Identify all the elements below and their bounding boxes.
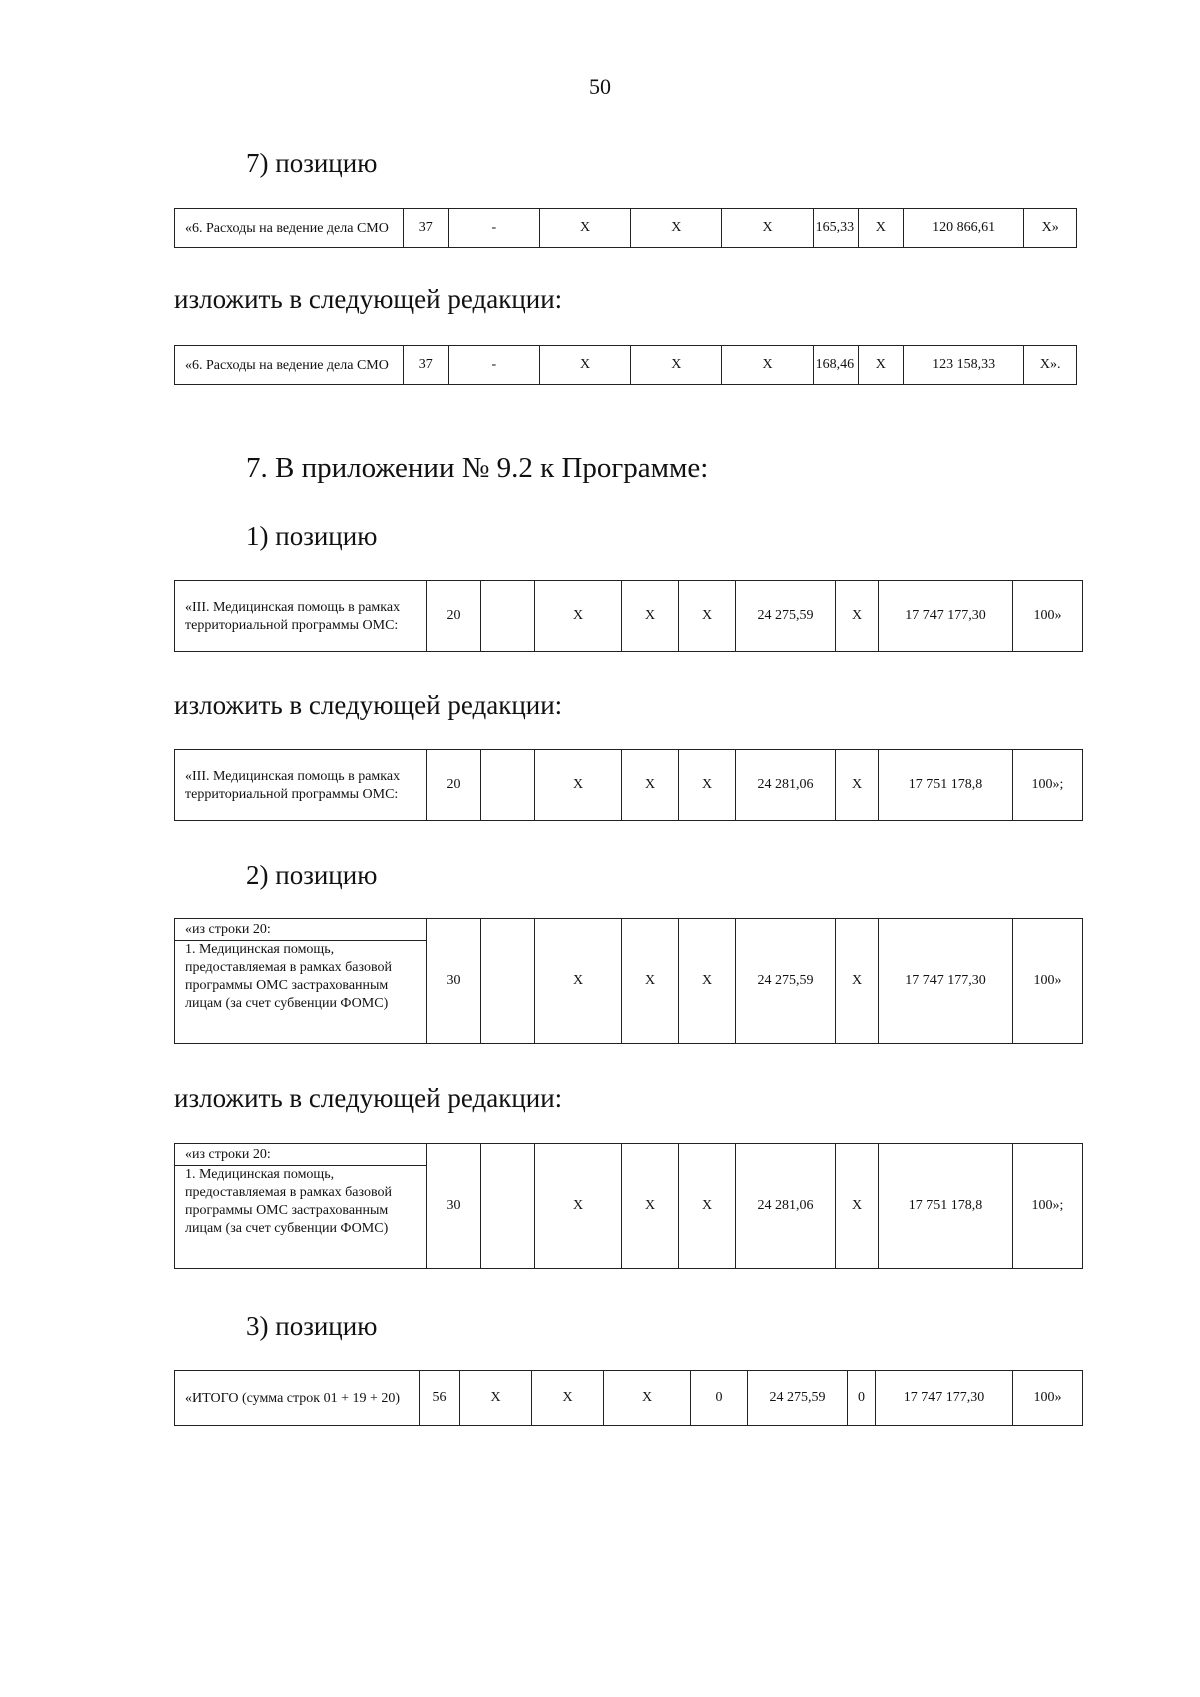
position-table-old-total [174,1370,1083,1426]
cell: 17 747 177,30 [879,919,1013,1044]
item-heading-7: 7) позицию [246,148,378,178]
position-table-new-row20 [174,1143,1083,1269]
cell: Х [622,919,679,1044]
cell: 24 275,59 [736,919,836,1044]
cell: 17 747 177,30 [879,581,1013,652]
cell-code: 56 [420,1371,460,1426]
cell: 24 275,59 [748,1371,848,1426]
position-table-old-iii [174,580,1083,652]
cell: Х [836,1144,879,1269]
cell: - [448,346,539,385]
cell: Х [539,346,630,385]
cell: Х [631,346,722,385]
row-label: «III. Медицинская помощь в рамках территориальной программы ОМС: [175,750,427,821]
position-table-new-iii [174,749,1083,821]
cell: 24 275,59 [736,581,836,652]
cell [481,919,535,1044]
position-table-new-smo [174,345,1077,385]
cell: Х [535,581,622,652]
cell: 17 747 177,30 [876,1371,1013,1426]
row-label-cell [175,919,427,1044]
cell: Х [539,209,630,248]
edition-heading: изложить в следующей редакции: [174,690,563,720]
cell: 120 866,61 [903,209,1024,248]
cell-code: 37 [403,209,448,248]
cell: 100» [1013,1371,1083,1426]
cell: Х [722,346,813,385]
cell: 168,46 [813,346,858,385]
item-heading-3: 3) позицию [246,1311,378,1341]
cell: 24 281,06 [736,1144,836,1269]
cell [481,581,535,652]
row-label: «6. Расходы на ведение дела СМО [175,346,404,385]
cell: 165,33 [813,209,858,248]
row-label-cell [175,1144,427,1269]
cell: 24 281,06 [736,750,836,821]
cell: - [448,209,539,248]
cell: Х [622,750,679,821]
cell-code: 30 [427,1144,481,1269]
row-label-top: «из строки 20: [175,921,426,941]
cell: 0 [848,1371,876,1426]
row-label: 1. Медицинская помощь, предоставляемая в рамках базовой программы ОМС застрахованным лицам (за счет субвенции ФОМС) [185,942,392,1011]
cell: 17 751 178,8 [879,1144,1013,1269]
cell: 0 [691,1371,748,1426]
cell: Х [836,581,879,652]
cell: Х [535,919,622,1044]
section-title: 7. В приложении № 9.2 к Программе: [246,452,709,484]
cell: Х [535,1144,622,1269]
cell: Х [858,209,903,248]
position-table-old-smo [174,208,1077,248]
cell: Х [836,750,879,821]
cell: 100» [1013,581,1083,652]
cell: 123 158,33 [903,346,1024,385]
position-table-old-row20 [174,918,1083,1044]
cell: Х [679,919,736,1044]
cell: Х [622,581,679,652]
item-heading-2: 2) позицию [246,860,378,890]
cell: Х [532,1371,604,1426]
cell: 100» [1013,919,1083,1044]
cell: Х [535,750,622,821]
cell: Х [460,1371,532,1426]
cell: Х [858,346,903,385]
row-label: «6. Расходы на ведение дела СМО [175,209,404,248]
edition-heading: изложить в следующей редакции: [174,284,563,314]
cell: 100»; [1013,1144,1083,1269]
edition-heading: изложить в следующей редакции: [174,1083,563,1113]
cell [481,1144,535,1269]
item-heading-1: 1) позицию [246,521,378,551]
cell: Х [631,209,722,248]
cell: Х». [1024,346,1077,385]
row-label-top: «из строки 20: [175,1146,426,1166]
cell-code: 20 [427,750,481,821]
cell-code: 37 [403,346,448,385]
cell: Х [622,1144,679,1269]
cell [481,750,535,821]
cell: 17 751 178,8 [879,750,1013,821]
row-label: 1. Медицинская помощь, предоставляемая в рамках базовой программы ОМС застрахованным лицам (за счет субвенции ФОМС) [185,1167,392,1236]
cell: 100»; [1013,750,1083,821]
cell: Х [722,209,813,248]
row-label: «ИТОГО (сумма строк 01 + 19 + 20) [175,1371,420,1426]
page-number: 50 [589,74,611,99]
cell: Х [679,1144,736,1269]
cell: Х [679,750,736,821]
cell-code: 30 [427,919,481,1044]
cell: Х [679,581,736,652]
cell-code: 20 [427,581,481,652]
cell: Х [604,1371,691,1426]
cell: Х» [1024,209,1077,248]
row-label: «III. Медицинская помощь в рамках территориальной программы ОМС: [175,581,427,652]
cell: Х [836,919,879,1044]
